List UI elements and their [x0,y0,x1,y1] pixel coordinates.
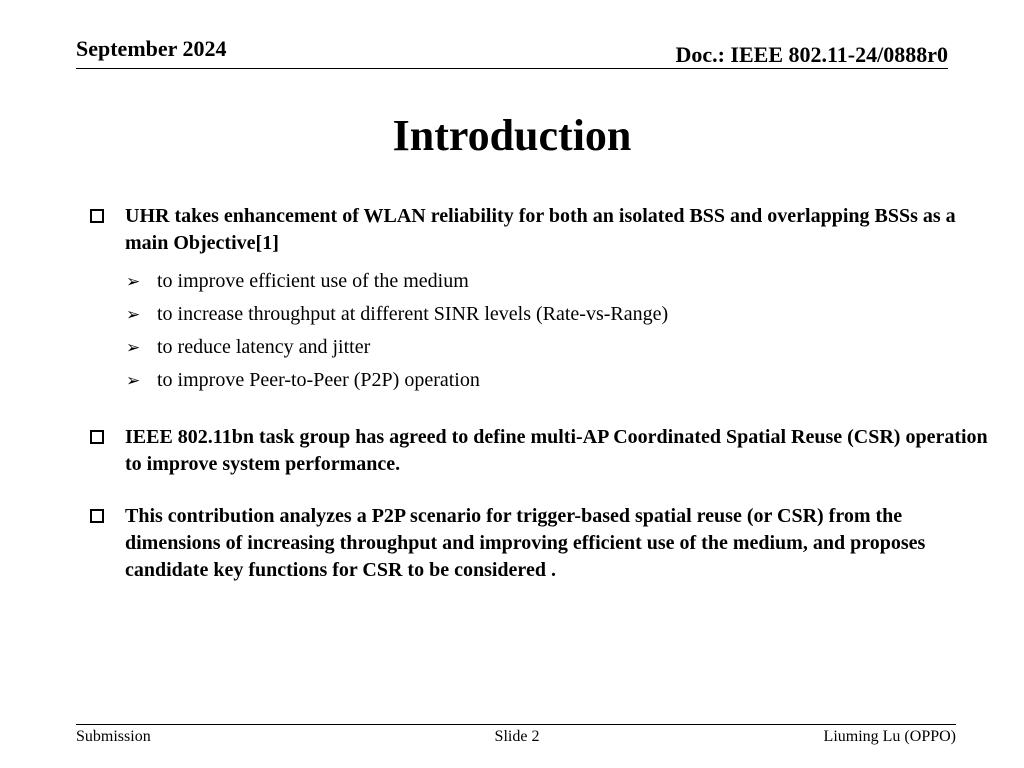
bullet-1 [88,203,988,257]
bullet-3 [88,503,988,584]
footer-author: Liuming Lu (OPPO) [823,728,956,745]
hollow-square-bullet-icon [90,509,104,523]
hollow-square-bullet-icon [90,209,104,223]
bullet-2 [88,424,988,478]
subbullet [88,331,988,364]
subbullet [88,364,988,397]
slide-title: Introduction [392,111,632,160]
arrowhead-bullet-icon: ➢ [126,305,141,324]
subbullet-text: to improve efficient use of the medium [157,270,469,292]
subbullet-text: to increase throughput at different SINR levels (Rate-vs-Range) [157,303,669,325]
bullet-1-text: UHR takes enhancement of WLAN reliability for both an isolated BSS and overlapping BSSs as a main Objective[1] [125,205,956,254]
footer-divider [76,724,956,725]
subbullet-text: to reduce latency and jitter [157,336,371,358]
header-date: September 2024 [76,36,227,61]
slide-body [88,203,988,584]
subbullet [88,298,988,331]
header-doc-id: Doc.: IEEE 802.11-24/0888r0 [675,42,948,67]
bullet-2-text: IEEE 802.11bn task group has agreed to define multi-AP Coordinated Spatial Reuse (CSR) operation to improve system performance. [125,426,988,475]
bullet-3-text: This contribution analyzes a P2P scenario for trigger-based spatial reuse (or CSR) from the dimensions of increasing throughput and improving efficient use of the medium, and proposes candidate key functions for CSR to be considered . [125,505,926,581]
arrowhead-bullet-icon: ➢ [126,272,141,291]
footer-slide-number: Slide 2 [494,728,540,745]
arrowhead-bullet-icon: ➢ [126,371,141,390]
subbullet-text: to improve Peer-to-Peer (P2P) operation [157,369,480,391]
arrowhead-bullet-icon: ➢ [126,338,141,357]
subbullet [88,265,988,298]
footer-submission: Submission [76,728,151,745]
bullet-1-subbullets [88,265,988,397]
header-divider [76,68,948,69]
hollow-square-bullet-icon [90,430,104,444]
